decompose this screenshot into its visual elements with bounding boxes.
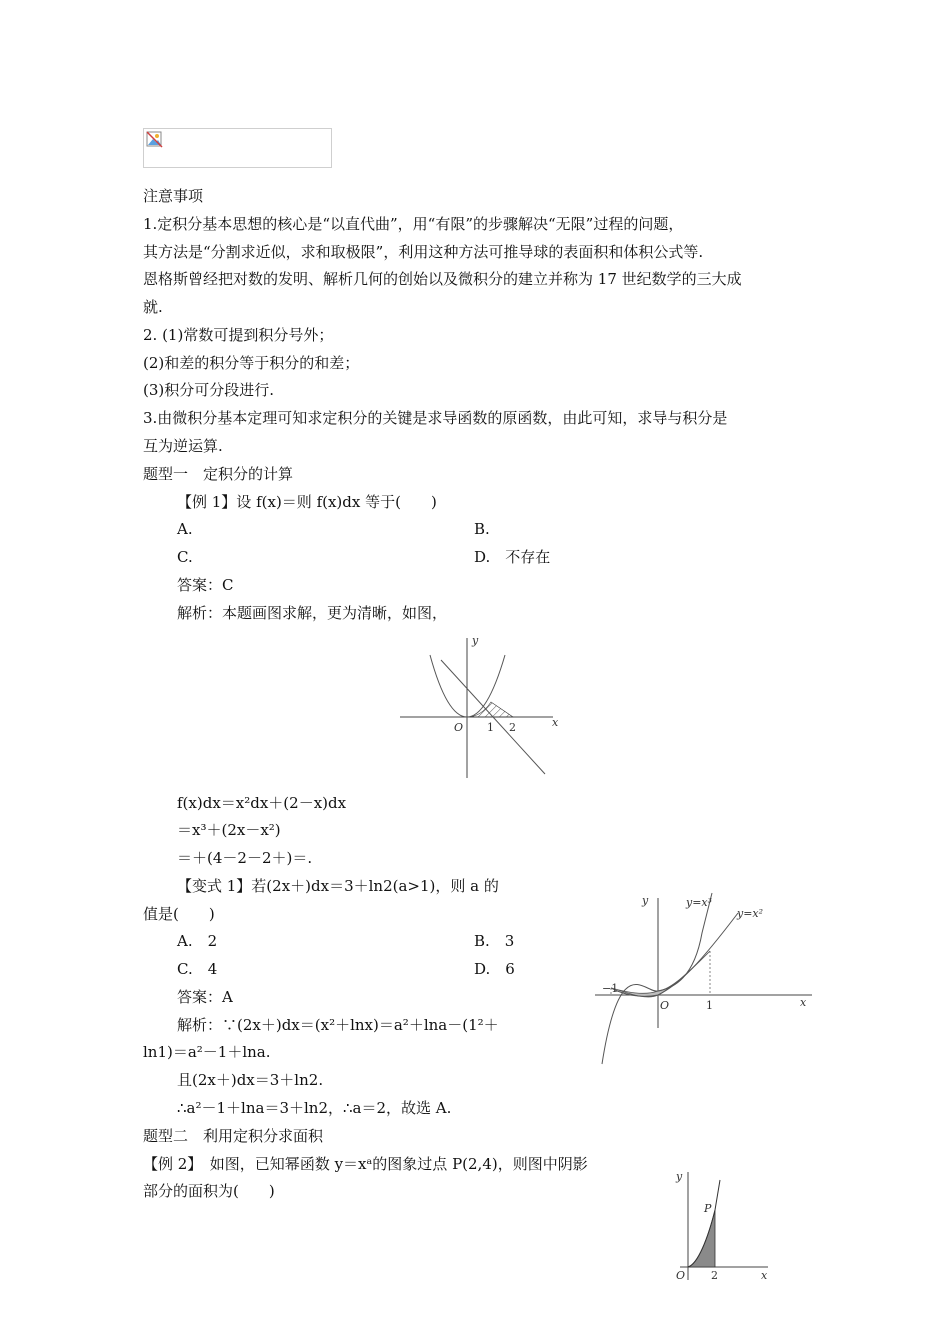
fig3-point-label: P (704, 1202, 712, 1215)
example-1-answer: 答案：C (177, 576, 234, 594)
example-2-stem-2: 部分的面积为( ) (143, 1182, 275, 1200)
example-1-calc-3: ＝＋(4－2－2＋)＝. (177, 849, 313, 867)
example-1-option-b: B. (474, 520, 490, 538)
note-3-line-2: 互为逆运算. (143, 437, 223, 455)
fig2-neg1-label: −1 (602, 982, 619, 995)
section-1-title: 题型一 定积分的计算 (143, 465, 294, 483)
note-1-line-3: 恩格斯曾经把对数的发明、解析几何的创始以及微积分的建立并称为 17 世纪数学的三大成 (143, 270, 742, 288)
variant-1-stem-1: 【变式 1】若(2x＋)dx＝3＋ln2(a>1)，则 a 的 (177, 877, 499, 895)
variant-1-figure (590, 888, 820, 1066)
fig1-y-label: y (472, 634, 479, 647)
notes-title: 注意事项 (143, 187, 204, 205)
example-1-analysis: 解析：本题画图求解，更为清晰，如图， (177, 604, 448, 622)
note-2-line-3: (3)积分可分段进行. (143, 381, 275, 399)
example-1-calc-1: f(x)dx＝x²dx＋(2－x)dx (177, 794, 347, 812)
example-2-stem-1: 【例 2】 如图，已知幂函数 y＝xᵃ的图象过点 P(2,4)，则图中阴影 (143, 1155, 588, 1173)
note-1-line-2: 其方法是“分割求近似，求和取极限”，利用这种方法可推导球的表面积和体积公式等. (143, 243, 704, 261)
note-1-line-1: 1.定积分基本思想的核心是“以直代曲”，用“有限”的步骤解决“无限”过程的问题， (143, 215, 684, 233)
broken-image-icon (146, 131, 164, 149)
fig3-origin-label: O (676, 1269, 686, 1282)
variant-1-option-b: B. 3 (474, 932, 515, 950)
shaded-area (688, 1210, 715, 1267)
fig2-origin-label: O (660, 999, 670, 1012)
fig2-curve2-label: y=x² (737, 907, 764, 920)
fig2-curve1-label: y=x³ (686, 896, 713, 909)
variant-1-analysis-3: 且(2x＋)dx＝3＋ln2. (177, 1071, 324, 1089)
fig3-x-label: x (761, 1269, 768, 1282)
variant-1-option-a: A. 2 (177, 932, 218, 950)
fig3-y-label: y (676, 1170, 683, 1183)
header-image-placeholder (143, 128, 332, 168)
fig1-x-label: x (552, 716, 559, 729)
example-1-stem: 【例 1】设 f(x)＝则 f(x)dx 等于( ) (177, 493, 437, 511)
fig2-x-label: x (800, 996, 807, 1009)
variant-1-stem-2: 值是( ) (143, 905, 215, 923)
note-2-line-2: (2)和差的积分等于积分的和差； (143, 354, 360, 372)
example-1-option-a: A. (177, 520, 193, 538)
note-2-line-1: 2. (1)常数可提到积分号外； (143, 326, 334, 344)
fig1-origin-label: O (454, 721, 464, 734)
example-1-calc-2: ＝x³＋(2x－x²) (177, 821, 281, 839)
variant-1-analysis-4: ∴a²－1＋lna＝3＋ln2，∴a＝2，故选 A. (177, 1099, 452, 1117)
fig2-pos1-label: 1 (706, 999, 713, 1012)
section-2-title: 题型二 利用定积分求面积 (143, 1127, 324, 1145)
fig2-y-label: y (642, 894, 649, 907)
variant-1-analysis-2: ln1)＝a²－1＋lna. (143, 1043, 271, 1061)
fig1-tick-2: 2 (509, 721, 516, 734)
curve-x-cubed (602, 893, 712, 1064)
fig3-tick-label: 2 (711, 1269, 718, 1282)
example-1-figure (395, 630, 565, 782)
note-3-line-1: 3.由微积分基本定理可知求定积分的关键是求导函数的原函数，由此可知，求导与积分是 (143, 409, 728, 427)
note-1-line-4: 就. (143, 298, 163, 316)
variant-1-answer: 答案：A (177, 988, 233, 1006)
variant-1-analysis-1: 解析：∵(2x＋)dx＝(x²＋lnx)＝a²＋lna－(1²＋ (177, 1016, 499, 1034)
fig1-tick-1: 1 (487, 721, 494, 734)
example-2-figure (668, 1160, 774, 1288)
example-1-option-d: D. 不存在 (474, 548, 551, 566)
variant-1-option-c: C. 4 (177, 960, 218, 978)
example-1-option-c: C. (177, 548, 193, 566)
variant-1-option-d: D. 6 (474, 960, 515, 978)
